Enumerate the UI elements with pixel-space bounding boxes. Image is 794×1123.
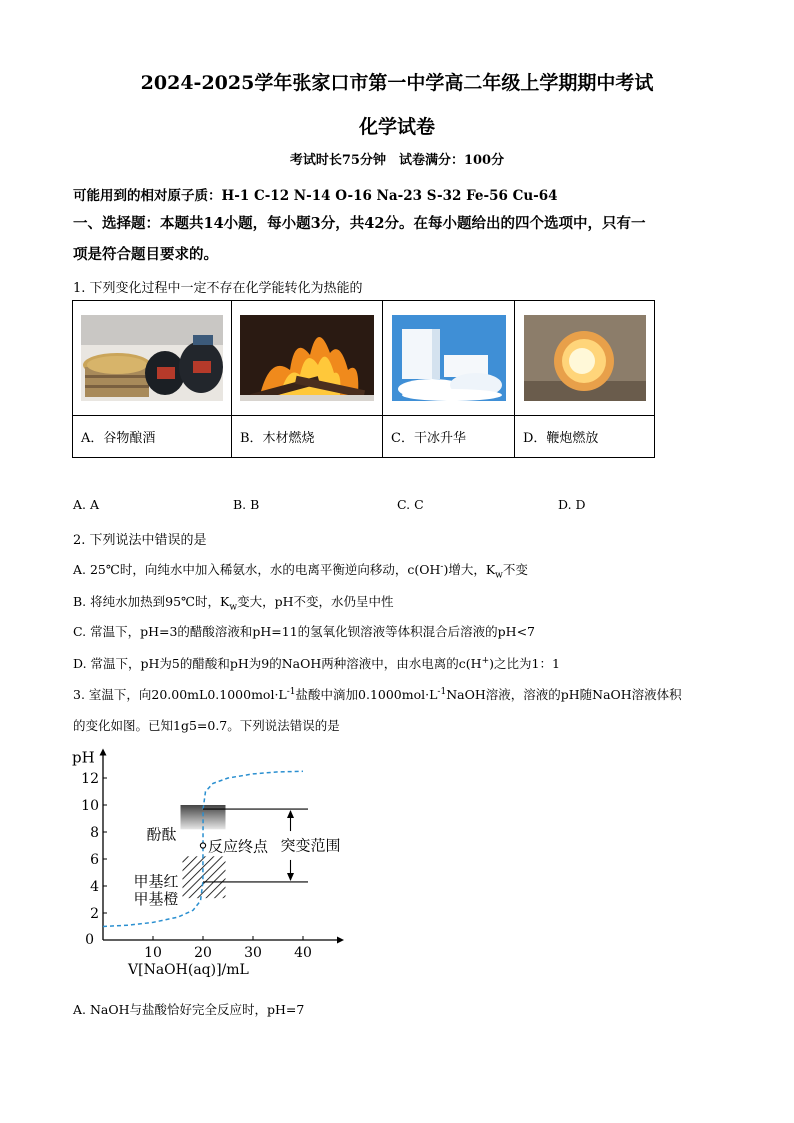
x-axis-label: V[NaOH(aq)]/mL [128, 962, 249, 978]
q2-option-c[interactable]: C. 常温下，pH=3的醋酸溶液和pH=11的氢氧化钡溶液等体积混合后溶液的pH<7 [73, 624, 536, 639]
exam-info: 考试时长75分钟 试卷满分：100分 [289, 153, 505, 168]
endpoint-label: 反应终点 [208, 837, 269, 856]
q1-option-a[interactable]: A. A [73, 497, 100, 512]
atomic-masses: 可能用到的相对原子质：H-1 C-12 N-14 O-16 Na-23 S-32 Fe-56 Cu-64 [73, 188, 558, 204]
question-3-stem: 3. 室温下，向$20.00mL0.1000mol\cdot L^{-1}$盐酸中滴加$0.1000mol\cdot L^{-1}NaOH$溶液，溶液的pH随NaOH溶液体积 [73, 686, 682, 702]
x-tick-label: 20 [194, 945, 212, 961]
cell-a-image [73, 301, 232, 416]
x-tick-label: 40 [294, 945, 312, 961]
x-tick-label: 30 [244, 945, 262, 961]
option-a-caption: A．谷物酿酒 [73, 416, 232, 458]
q3-option-a[interactable]: A. NaOH与盐酸恰好完全反应时，pH=7 [73, 1002, 305, 1017]
y-tick-label: 12 [81, 771, 99, 787]
exam-subtitle: 化学试卷 [358, 116, 435, 138]
firecracker-explosion-photo-icon [524, 315, 646, 401]
exam-title: 2024-2025学年张家口市第一中学高二年级上学期期中考试 [140, 72, 654, 94]
y-tick-label: 2 [90, 906, 99, 922]
jump-range-label: 突变范围 [280, 836, 341, 855]
x-axis-arrow [337, 937, 344, 944]
y-axis-label: pH [72, 748, 95, 767]
cell-d-image [515, 301, 655, 416]
q2-option-a[interactable]: A. 25℃时，向纯水中加入稀氨水，水的电离平衡逆向移动，c(OH-)增大，$K_w$不变 [73, 561, 528, 581]
y-tick-label: 8 [90, 825, 99, 841]
option-c-caption: C．干冰升华 [383, 416, 515, 458]
section-1-heading: 一、选择题：本题共14小题，每小题3分，共42分。在每小题给出的四个选项中，只有一 [73, 215, 646, 232]
y-tick-label: 10 [81, 798, 99, 814]
q1-option-d[interactable]: D. D [558, 497, 586, 512]
y-tick-label: 4 [90, 879, 99, 895]
dry-ice-photo-icon [392, 315, 506, 401]
jump-range-arrow-up-head [287, 810, 294, 818]
question-3-stem-cont: 的变化如图。已知1g5=0.7。下列说法错误的是 [73, 718, 340, 733]
option-d-caption: D．鞭炮燃放 [515, 416, 655, 458]
x-tick-label: 10 [144, 945, 162, 961]
option-b-caption: B．木材燃烧 [232, 416, 383, 458]
wood-fire-photo-icon [240, 315, 374, 401]
indicator-label-methyl-red: 甲基红 [133, 872, 179, 891]
section-1-heading-cont: 项是符合题目要求的。 [73, 246, 218, 263]
indicator-band-methyl-red-orange [183, 856, 226, 898]
y-tick-label: 6 [90, 852, 99, 868]
cell-c-image [383, 301, 515, 416]
question-1-image-table [72, 300, 655, 458]
origin-label: 0 [85, 932, 94, 948]
q1-option-c[interactable]: C. C [397, 497, 424, 512]
question-2-stem: 2. 下列说法中错误的是 [73, 533, 207, 548]
y-axis-arrow [100, 749, 107, 756]
indicator-label-methyl-orange: 甲基橙 [133, 890, 179, 909]
q2-option-d[interactable]: D. 常温下，pH为5的醋酸和pH为9的NaOH两种溶液中，由水电离的c(H+)之比为1：1 [73, 655, 560, 671]
question-1-stem: 1. 下列变化过程中一定不存在化学能转化为热能的 [73, 281, 363, 296]
jump-range-arrow-down-head [287, 873, 294, 881]
grain-wine-photo-icon [81, 315, 223, 401]
endpoint-marker [200, 843, 205, 848]
q1-option-b[interactable]: B. B [233, 497, 260, 512]
cell-b-image [232, 301, 383, 416]
q2-option-b[interactable]: B. 将纯水加热到95℃时，$K_w$变大，pH不变，水仍呈中性 [73, 594, 394, 613]
titration-curve-chart [70, 745, 400, 980]
indicator-label-phenolphthalein: 酚酞 [146, 825, 177, 844]
